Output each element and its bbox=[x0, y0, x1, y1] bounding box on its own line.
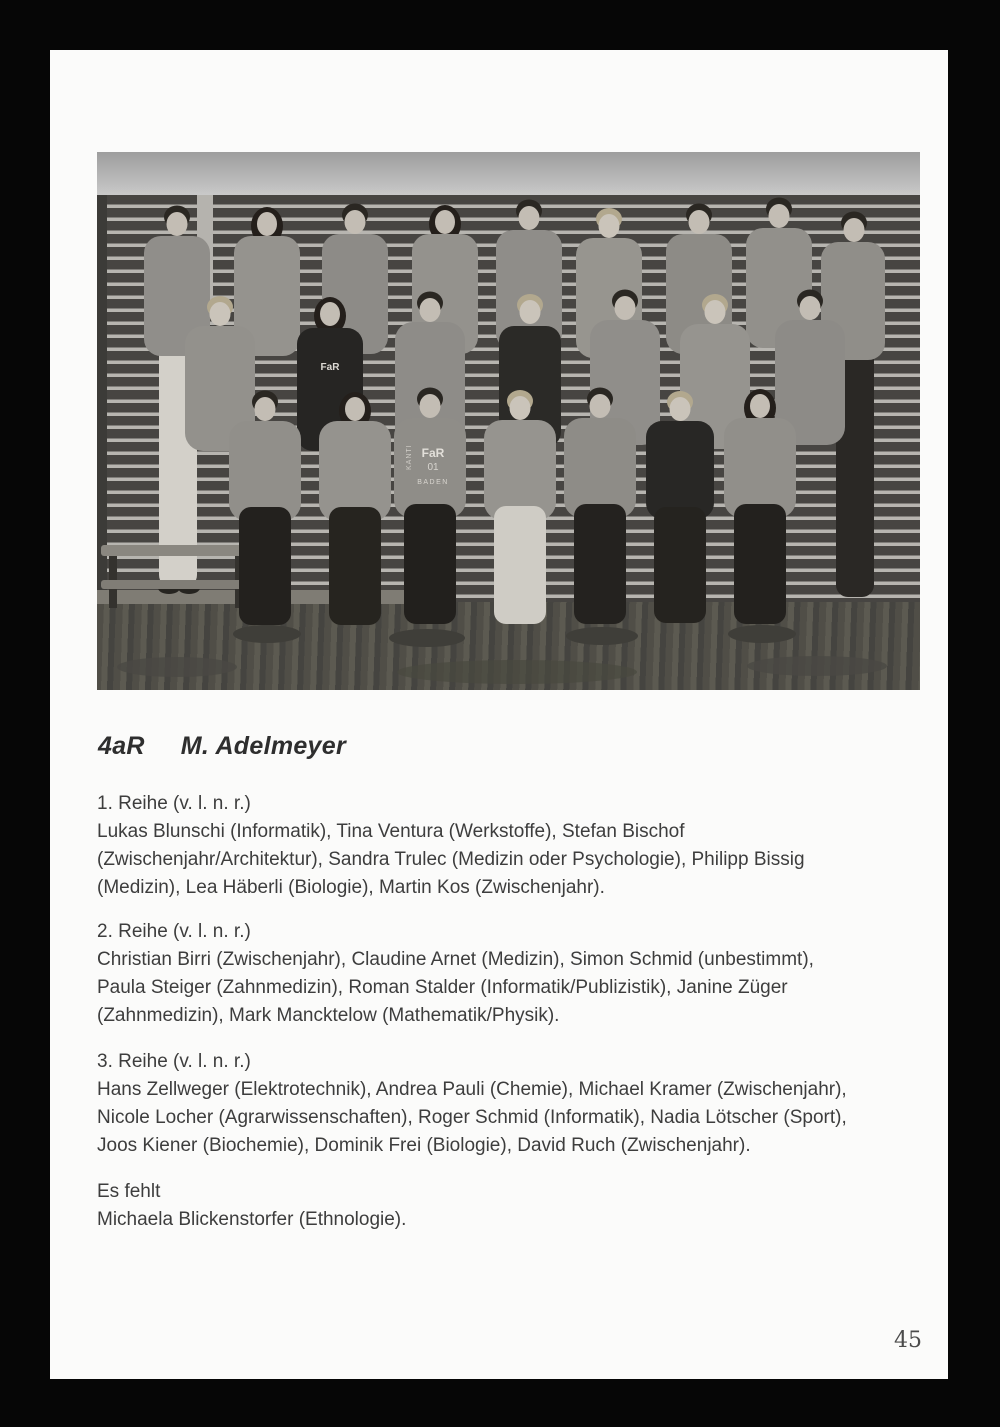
row-line: (Zwischenjahr/Architektur), Sandra Trulec (Medizin oder Psychologie), Philipp Bissig bbox=[97, 849, 805, 870]
row-line: (Medizin), Lea Häberli (Biologie), Martin Kos (Zwischenjahr). bbox=[97, 877, 605, 898]
shirt-logo-text: FaR bbox=[320, 362, 340, 373]
photo-wall-edge bbox=[97, 195, 107, 597]
photo-foreground-grass bbox=[117, 625, 887, 684]
yearbook-page bbox=[50, 50, 948, 1379]
row-line: Nicole Locher (Agrarwissenschaften), Roger Schmid (Informatik), Nadia Lötscher (Sport), bbox=[97, 1107, 847, 1128]
class-id: 4aR bbox=[98, 732, 145, 760]
teacher-name: M. Adelmeyer bbox=[180, 732, 346, 760]
photo-figures bbox=[97, 152, 920, 690]
row-line: Joos Kiener (Biochemie), Dominik Frei (Biologie), David Ruch (Zwischenjahr). bbox=[97, 1135, 751, 1156]
row-heading: 3. Reihe (v. l. n. r.) bbox=[97, 1051, 251, 1072]
shirt-logo-text: KANTI bbox=[406, 444, 413, 470]
row-section-1 bbox=[97, 790, 805, 902]
shirt-logo-text: 01 bbox=[427, 462, 439, 473]
row-heading: 1. Reihe (v. l. n. r.) bbox=[97, 793, 251, 814]
shirt-logo-text: FaR bbox=[421, 446, 445, 460]
missing-heading: Es fehlt bbox=[97, 1181, 161, 1202]
row-section-2 bbox=[97, 918, 814, 1030]
missing-line: Michaela Blickenstorfer (Ethnologie). bbox=[97, 1209, 407, 1230]
shirt-logo-text: BADEN bbox=[417, 479, 449, 486]
row-line: Christian Birri (Zwischenjahr), Claudine Arnet (Medizin), Simon Schmid (unbestimmt), bbox=[97, 949, 814, 970]
row-section-3 bbox=[97, 1048, 847, 1160]
row-line: Paula Steiger (Zahnmedizin), Roman Stalder (Informatik/Publizistik), Janine Züger bbox=[97, 977, 788, 998]
row-line: (Zahnmedizin), Mark Mancktelow (Mathematik/Physik). bbox=[97, 1005, 560, 1026]
class-photo bbox=[97, 152, 920, 690]
class-title bbox=[98, 732, 346, 761]
page-number: 45 bbox=[894, 1328, 922, 1353]
row-line: Hans Zellweger (Elektrotechnik), Andrea Pauli (Chemie), Michael Kramer (Zwischenjahr), bbox=[97, 1079, 847, 1100]
row-line: Lukas Blunschi (Informatik), Tina Ventura (Werkstoffe), Stefan Bischof bbox=[97, 821, 685, 842]
row-heading: 2. Reihe (v. l. n. r.) bbox=[97, 921, 251, 942]
missing-section bbox=[97, 1178, 406, 1234]
